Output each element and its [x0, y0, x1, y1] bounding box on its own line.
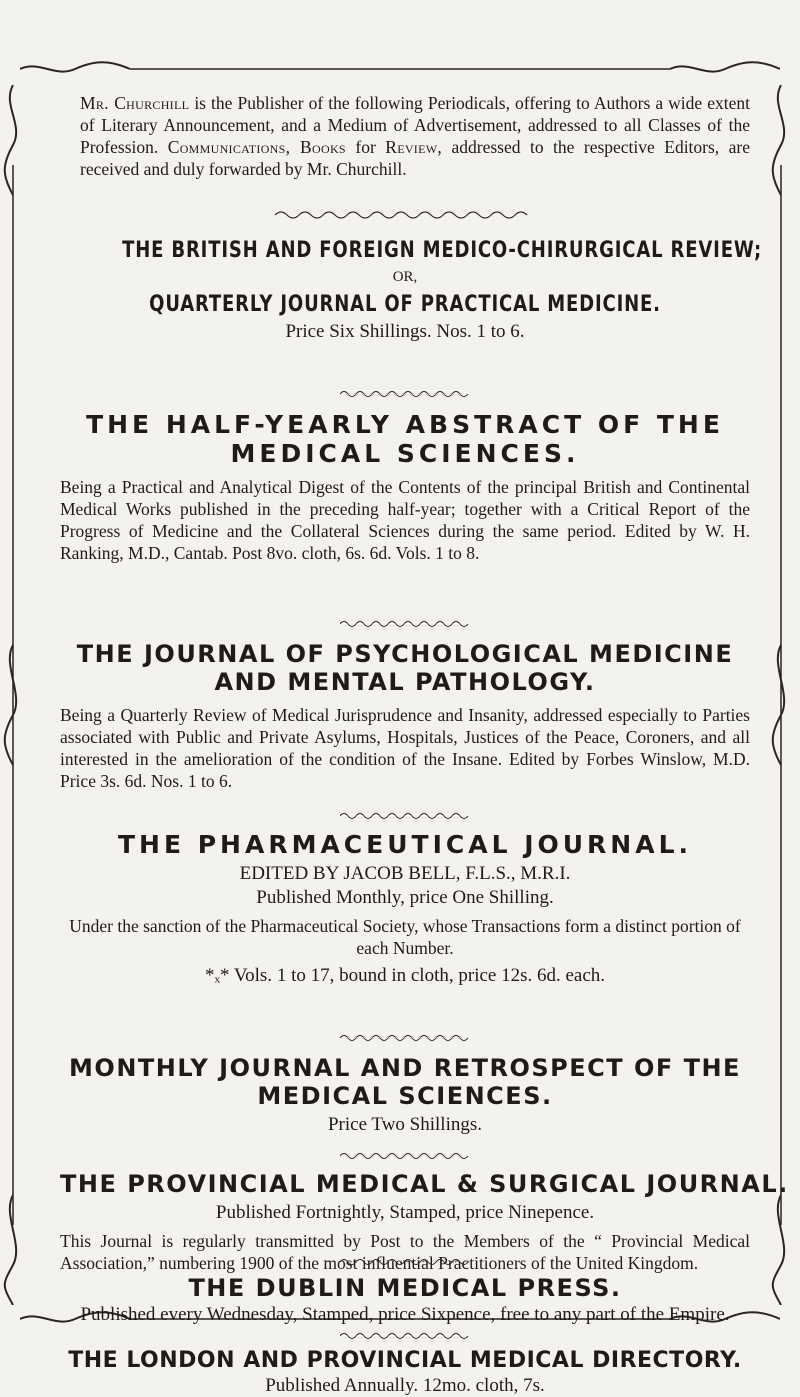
- entry-body: Being a Quarterly Review of Medical Jurisprudence and Insanity, addressed especially to Parties associated with Public and Private Asylums, Hospitals, Justices of the Peace, Coroners, and all interested in the amelioration of the condition of the Insane. Edited by Forbes Winslow, M.D. Price 3s. 6d. Nos. 1 to 6.: [60, 705, 750, 791]
- entry-title-line-1: THE JOURNAL OF PSYCHOLOGICAL MEDICINE: [76, 640, 734, 668]
- entry-title: THE PHARMACEUTICAL JOURNAL.: [117, 830, 693, 859]
- entry-title-line-2: AND MENTAL PATHOLOGY.: [214, 668, 596, 696]
- entry-body: Under the sanction of the Pharmaceutical Society, whose Transactions form a distinct portion of each Number.: [69, 916, 741, 958]
- right-ornamental-border: [770, 85, 792, 1305]
- entry-title: THE BRITISH AND FOREIGN MEDICO-CHIRURGICAL REVIEW;: [122, 238, 763, 263]
- top-ornamental-border: [20, 60, 780, 78]
- entry-psychological-medicine: [60, 640, 750, 792]
- entry-or: OR,: [392, 269, 418, 285]
- ornamental-rule: [60, 1152, 750, 1160]
- entry-title: THE DUBLIN MEDICAL PRESS.: [188, 1274, 622, 1302]
- entry-publication: Published Fortnightly, Stamped, price Ninepence.: [215, 1202, 595, 1223]
- intro-lead: Mr. Churchill: [80, 93, 190, 113]
- entry-half-yearly-abstract: [60, 410, 750, 564]
- entry-body: Being a Practical and Analytical Digest of the Contents of the principal British and Continental Medical Works published in the preceding half-year; together with a Critical Report of the Progress of Medicine and the Collateral Sciences during the same period. Edited by W. H. Ranking, M.D., Cantab. Post 8vo. cloth, 6s. 6d. Vols. 1 to 8.: [60, 477, 750, 563]
- intro-smallcaps-2: Review,: [385, 137, 443, 157]
- entry-publication: Published Annually. 12mo. cloth, 7s.: [265, 1375, 545, 1396]
- entry-title: THE PROVINCIAL MEDICAL & SURGICAL JOURNAL.: [60, 1170, 789, 1198]
- ornamental-rule: [60, 620, 750, 628]
- entry-price: Price Two Shillings.: [327, 1114, 483, 1135]
- entry-medico-chirurgical-review: [60, 238, 763, 343]
- entry-title-line-1: THE HALF-YEARLY ABSTRACT OF THE: [86, 410, 724, 439]
- entry-title: THE LONDON AND PROVINCIAL MEDICAL DIRECTORY.: [68, 1348, 742, 1373]
- entry-medical-directory: [60, 1348, 750, 1397]
- entry-price: Price Six Shillings. Nos. 1 to 6.: [285, 321, 525, 342]
- ornamental-rule: [60, 1332, 750, 1340]
- entry-body: This Journal is regularly transmitted by Post to the Members of the “ Provincial Medical Association,” numbering 1900 of the most influential Practitioners of the United Kingdom.: [60, 1231, 750, 1273]
- entry-volumes: *ₓ* Vols. 1 to 17, bound in cloth, price 12s. 6d. each.: [204, 965, 606, 986]
- entry-monthly-retrospect: [60, 1054, 750, 1136]
- ornamental-rule: [60, 210, 750, 220]
- entry-publication: Published Monthly, price One Shilling.: [256, 887, 554, 908]
- ornamental-rule: [60, 812, 750, 820]
- entry-title-line-2: MEDICAL SCIENCES.: [230, 439, 580, 468]
- ornamental-rule: [60, 1034, 750, 1042]
- intro-paragraph: [60, 92, 750, 180]
- entry-editor: EDITED BY JACOB BELL, F.L.S., M.R.I.: [239, 863, 571, 884]
- intro-text-2: for: [345, 137, 386, 157]
- entry-title-line-2: MEDICAL SCIENCES.: [257, 1082, 553, 1110]
- left-ornamental-border: [2, 85, 24, 1305]
- entry-pharmaceutical-journal: [60, 830, 750, 987]
- entry-subtitle: QUARTERLY JOURNAL OF PRACTICAL MEDICINE.: [149, 292, 661, 317]
- intro-smallcaps-1: Communications, Books: [167, 137, 346, 157]
- ornamental-rule: [60, 390, 750, 398]
- entry-publication: Published every Wednesday, Stamped, price Sixpence, free to any part of the Empire.: [80, 1304, 730, 1325]
- ornamental-rule: [60, 1258, 750, 1266]
- entry-title-line-1: MONTHLY JOURNAL AND RETROSPECT OF THE: [69, 1054, 741, 1082]
- entry-dublin-medical-press: [60, 1274, 750, 1326]
- intro-text-3: addressed to the respective Editors, are received and duly forwarded by Mr. Churchill.: [80, 137, 751, 179]
- intro-text-1: is the Publisher of the following Periodicals, offering to Authors a wide extent of Literary Announcement, and a Medium of Advertisement, addressed to all Classes of the Profession.: [80, 93, 750, 157]
